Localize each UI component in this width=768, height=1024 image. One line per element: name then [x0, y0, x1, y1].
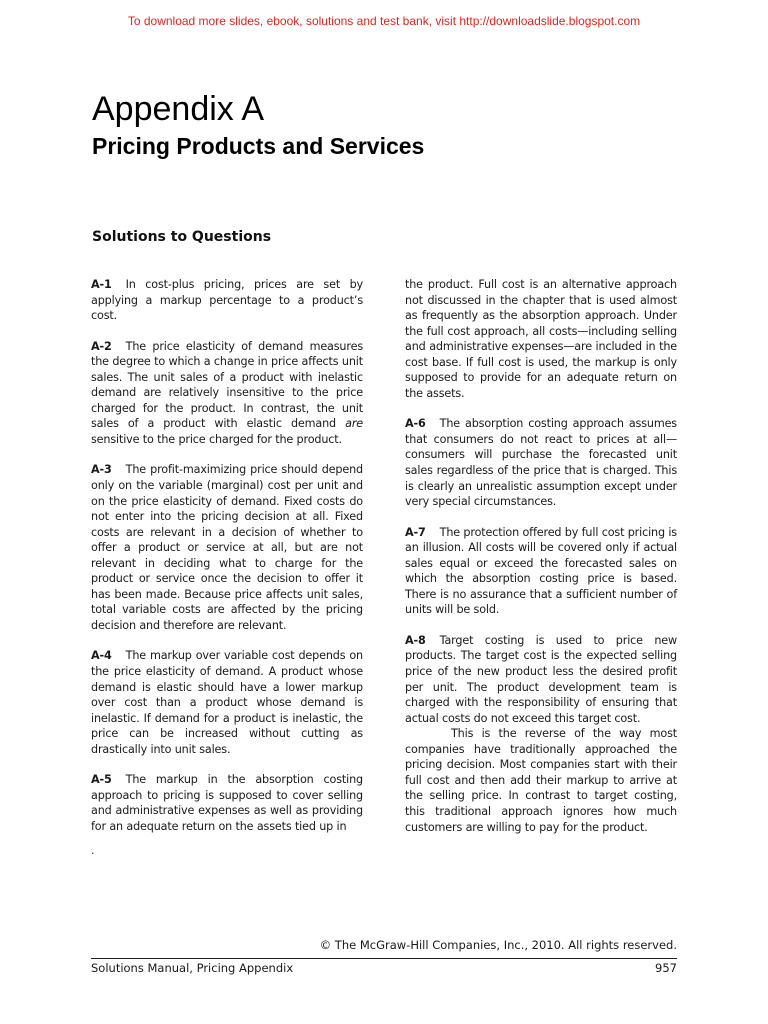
question-label: A-5	[91, 773, 112, 787]
question-label: A-4	[91, 649, 112, 663]
question-a2	[91, 339, 363, 448]
footer-divider	[91, 958, 677, 959]
answer-text: The profit-maximizing price should depend only on the variable (marginal) cost per unit and on the price elasticity of demand. Fixed costs do not enter into the pricing decision at all. Fixed costs are relevant in a decision of whether to offer a product or service at all, but are not relevant in deciding what to charge for the product or service once the decision to offer it has been made. Because price affects unit sales, total variable costs are affected by the pricing decision and therefore are relevant.	[91, 463, 363, 632]
left-column	[91, 277, 363, 850]
question-label: A-6	[405, 417, 426, 431]
footer-title: Solutions Manual, Pricing Appendix	[91, 961, 294, 975]
answer-text	[91, 340, 363, 446]
question-a1	[91, 277, 363, 324]
page-number: 957	[655, 961, 677, 975]
answer-text: Target costing is used to price new products. The target cost is the expected selling price of the new product less the desired profit per unit. The product development team is charged with the responsibility of ensuring that actual costs do not exceed this target cost.	[405, 633, 677, 725]
appendix-title: Appendix A	[92, 90, 265, 128]
question-label: A-8	[405, 633, 426, 647]
question-label: A-1	[91, 278, 112, 291]
copyright-notice: © The McGraw-Hill Companies, Inc., 2010. All rights reserved.	[319, 938, 677, 952]
question-a7	[405, 525, 677, 618]
download-banner[interactable]: To download more slides, ebook, solutions and test bank, visit http://downloadslide.blogspot.com	[127, 14, 641, 28]
answer-a8-paragraph-2: This is the reverse of the way most companies have traditionally approached the pricing decision. Most companies start with their full cost and then add their markup to arrive at the selling price. In contrast to target costing, this traditional approach ignores how much customers are willing to pay for the product.	[405, 727, 677, 834]
question-label: A-2	[91, 339, 112, 353]
question-label: A-7	[405, 525, 426, 539]
question-a3	[91, 462, 363, 633]
answer-text: In cost-plus pricing, prices are set by applying a markup percentage to a product’s cost.	[91, 278, 363, 323]
question-a8	[405, 633, 677, 726]
answer-text: The markup in the absorption costing approach to pricing is supposed to cover selling and administrative expenses as well as providing for an adequate return on the assets tied up in	[91, 773, 363, 833]
question-a6	[405, 416, 677, 509]
question-a5	[91, 772, 363, 834]
question-label: A-3	[91, 463, 112, 477]
answer-text: The markup over variable cost depends on the price elasticity of demand. A product whose demand is elastic should have a lower markup over cost than a product whose demand is inelastic. If demand for a product is inelastic, the price can be increased without cutting as drastically into unit sales.	[91, 649, 363, 756]
right-column	[405, 277, 677, 835]
question-a4	[91, 648, 363, 757]
answer-text-part: sensitive to the price charged for the product.	[91, 432, 342, 446]
stray-period: .	[91, 844, 95, 857]
answer-text: The protection offered by full cost pricing is an illusion. All costs will be covered only if actual sales equal or exceed the forecasted sales on which the absorption costing price is based. There is no assurance that a sufficient number of units will be sold.	[405, 525, 677, 617]
answer-emphasis: are	[345, 417, 363, 431]
section-heading: Solutions to Questions	[92, 229, 272, 245]
answer-a5-continuation: the product. Full cost is an alternative approach not discussed in the chapter that is used almost as frequently as the absorption approach. Under the full cost approach, all costs—including selling and administrative expenses—are included in the cost base. If full cost is used, the markup is only supposed to provide for an adequate return on the assets.	[405, 278, 677, 400]
appendix-subtitle: Pricing Products and Services	[92, 133, 425, 159]
answer-text-part: The price elasticity of demand measures the degree to which a change in price affects unit sales. The unit sales of a product with inelastic demand are relatively insensitive to the price charged for the product. In contrast, the unit sales of a product with elastic demand	[91, 339, 363, 431]
answer-text: The absorption costing approach assumes that consumers do not react to prices at all—consumers will purchase the forecasted unit sales regardless of the price that is charged. This is clearly an unrealistic assumption except under very special circumstances.	[405, 417, 677, 509]
